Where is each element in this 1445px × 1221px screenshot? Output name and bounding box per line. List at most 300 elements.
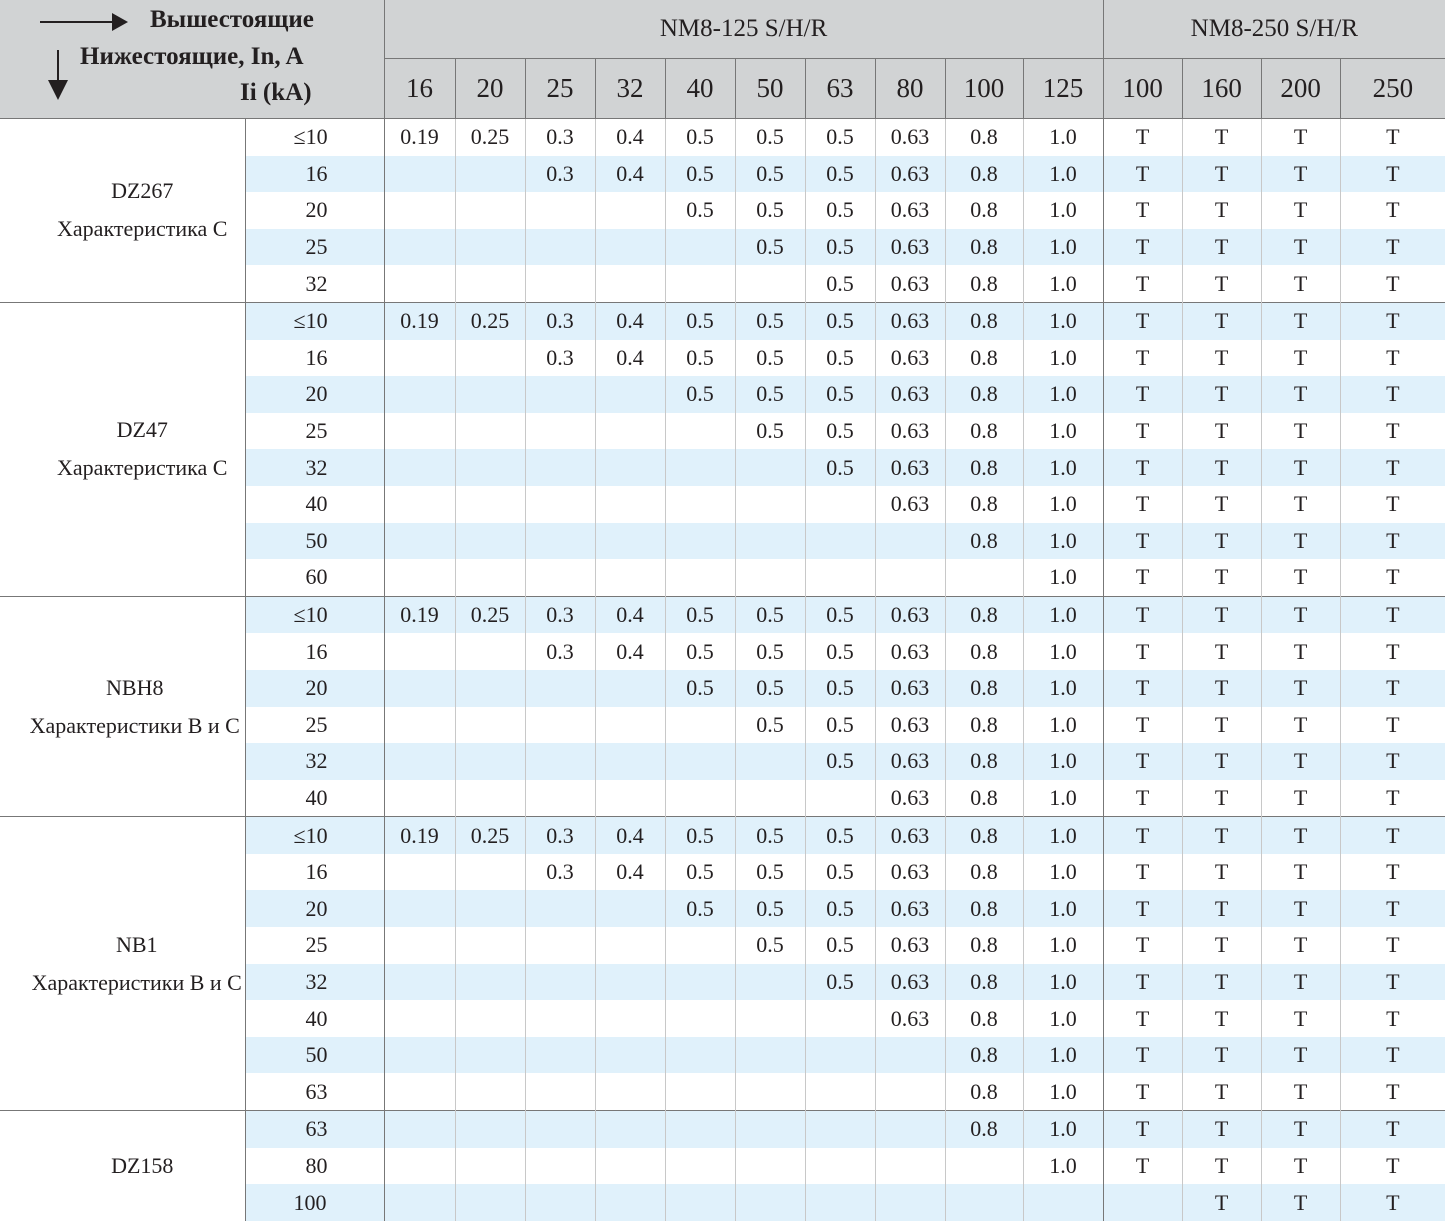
selectivity-value — [455, 486, 525, 523]
selectivity-value: 0.19 — [384, 596, 455, 633]
selectivity-value: 0.8 — [945, 156, 1023, 193]
selectivity-value: T — [1340, 192, 1445, 229]
selectivity-value — [384, 890, 455, 927]
selectivity-value — [665, 265, 735, 302]
selectivity-value: T — [1182, 1073, 1261, 1110]
selectivity-value: T — [1103, 229, 1182, 266]
downstream-current: ≤10 — [245, 119, 384, 156]
selectivity-value — [595, 265, 665, 302]
selectivity-value: T — [1261, 670, 1340, 707]
selectivity-value — [384, 1184, 455, 1221]
selectivity-value — [805, 559, 875, 596]
breaker-characteristic: Характеристики В и С — [29, 712, 240, 738]
selectivity-value — [455, 376, 525, 413]
selectivity-value — [384, 1148, 455, 1185]
selectivity-value: T — [1261, 192, 1340, 229]
selectivity-value — [384, 1037, 455, 1074]
selectivity-value: T — [1182, 707, 1261, 744]
selectivity-value: T — [1182, 1037, 1261, 1074]
selectivity-value: T — [1182, 633, 1261, 670]
selectivity-value: 0.5 — [805, 119, 875, 156]
selectivity-value: T — [1182, 265, 1261, 302]
selectivity-value: 0.5 — [805, 890, 875, 927]
selectivity-value: T — [1103, 854, 1182, 891]
selectivity-value: 0.3 — [525, 633, 595, 670]
rating-header: 50 — [735, 59, 805, 119]
selectivity-value — [595, 523, 665, 560]
selectivity-value: 0.63 — [875, 743, 945, 780]
table-row — [0, 596, 1445, 633]
downstream-current: 32 — [245, 964, 384, 1001]
selectivity-value: T — [1182, 1000, 1261, 1037]
selectivity-value — [525, 670, 595, 707]
selectivity-value: T — [1340, 302, 1445, 339]
selectivity-value — [384, 707, 455, 744]
rating-header: 16 — [384, 59, 455, 119]
downstream-current: 40 — [245, 486, 384, 523]
selectivity-value: 0.8 — [945, 486, 1023, 523]
selectivity-value — [665, 486, 735, 523]
downstream-current: 100 — [245, 1184, 384, 1221]
selectivity-value — [805, 1073, 875, 1110]
selectivity-value: T — [1182, 596, 1261, 633]
selectivity-value: 0.8 — [945, 707, 1023, 744]
selectivity-value — [595, 1184, 665, 1221]
selectivity-value — [1023, 1184, 1103, 1221]
selectivity-value — [525, 1111, 595, 1148]
ii-label: Ii (kA) — [240, 79, 312, 106]
selectivity-value — [665, 780, 735, 817]
selectivity-value: T — [1103, 192, 1182, 229]
selectivity-value — [595, 1111, 665, 1148]
selectivity-value: T — [1261, 596, 1340, 633]
selectivity-value — [875, 1148, 945, 1185]
selectivity-value — [595, 927, 665, 964]
selectivity-value: 0.5 — [665, 890, 735, 927]
selectivity-value: T — [1340, 633, 1445, 670]
downstream-current: 25 — [245, 229, 384, 266]
selectivity-value: 1.0 — [1023, 707, 1103, 744]
selectivity-value — [384, 523, 455, 560]
rating-header: 250 — [1340, 59, 1445, 119]
selectivity-value: T — [1182, 1148, 1261, 1185]
selectivity-value: T — [1182, 890, 1261, 927]
selectivity-value — [735, 449, 805, 486]
selectivity-value — [525, 413, 595, 450]
selectivity-value: 0.63 — [875, 156, 945, 193]
selectivity-value: 0.63 — [875, 817, 945, 854]
selectivity-value: T — [1340, 413, 1445, 450]
downstream-current: 50 — [245, 1037, 384, 1074]
selectivity-value: 0.63 — [875, 854, 945, 891]
selectivity-value — [384, 192, 455, 229]
selectivity-value: 0.5 — [805, 376, 875, 413]
selectivity-value: T — [1340, 1000, 1445, 1037]
selectivity-value — [595, 964, 665, 1001]
breaker-model: DZ47 — [116, 417, 168, 443]
selectivity-value: 0.5 — [805, 156, 875, 193]
selectivity-value: T — [1340, 265, 1445, 302]
selectivity-value: 0.5 — [805, 854, 875, 891]
selectivity-value: 1.0 — [1023, 559, 1103, 596]
selectivity-value: 0.8 — [945, 854, 1023, 891]
selectivity-value: 0.5 — [735, 890, 805, 927]
downstream-current: 20 — [245, 670, 384, 707]
selectivity-value: 0.5 — [805, 302, 875, 339]
downstream-current: 60 — [245, 559, 384, 596]
selectivity-value: 1.0 — [1023, 119, 1103, 156]
selectivity-value — [875, 1073, 945, 1110]
selectivity-value: T — [1261, 1184, 1340, 1221]
selectivity-value: T — [1182, 559, 1261, 596]
selectivity-value: T — [1103, 780, 1182, 817]
selectivity-value — [665, 1111, 735, 1148]
selectivity-value: T — [1340, 743, 1445, 780]
breaker-name-cell — [0, 119, 245, 303]
selectivity-value: 0.8 — [945, 449, 1023, 486]
selectivity-value — [455, 633, 525, 670]
selectivity-value: 0.8 — [945, 596, 1023, 633]
selectivity-value — [384, 156, 455, 193]
selectivity-value: 0.25 — [455, 817, 525, 854]
selectivity-value — [945, 1148, 1023, 1185]
selectivity-value — [525, 1037, 595, 1074]
selectivity-value: 1.0 — [1023, 1037, 1103, 1074]
selectivity-value: 0.8 — [945, 302, 1023, 339]
selectivity-value: T — [1340, 890, 1445, 927]
selectivity-value — [384, 340, 455, 377]
selectivity-value: 0.5 — [665, 817, 735, 854]
downstream-label: Нижестоящие, In, A — [80, 43, 304, 70]
selectivity-value: 1.0 — [1023, 413, 1103, 450]
selectivity-value: 0.63 — [875, 229, 945, 266]
downstream-current: 20 — [245, 376, 384, 413]
selectivity-value: 0.5 — [805, 964, 875, 1001]
group-header-nm8-250: NM8-250 S/H/R — [1103, 0, 1445, 59]
downstream-current: 63 — [245, 1111, 384, 1148]
selectivity-value: 0.63 — [875, 119, 945, 156]
selectivity-value: 0.19 — [384, 817, 455, 854]
selectivity-value: T — [1103, 1111, 1182, 1148]
selectivity-value: T — [1261, 486, 1340, 523]
selectivity-value — [384, 559, 455, 596]
selectivity-value: 0.8 — [945, 523, 1023, 560]
selectivity-value: T — [1103, 633, 1182, 670]
downstream-current: 20 — [245, 192, 384, 229]
selectivity-value: 1.0 — [1023, 1111, 1103, 1148]
selectivity-value: T — [1340, 523, 1445, 560]
selectivity-value: T — [1340, 1111, 1445, 1148]
selectivity-value: T — [1182, 817, 1261, 854]
selectivity-value — [455, 340, 525, 377]
selectivity-value: 0.8 — [945, 780, 1023, 817]
selectivity-value — [384, 1000, 455, 1037]
selectivity-value — [525, 376, 595, 413]
selectivity-value: 0.5 — [805, 265, 875, 302]
selectivity-value — [384, 1111, 455, 1148]
selectivity-value — [455, 743, 525, 780]
selectivity-value: T — [1182, 486, 1261, 523]
selectivity-value: 0.5 — [805, 192, 875, 229]
selectivity-value: 1.0 — [1023, 927, 1103, 964]
selectivity-value — [805, 1037, 875, 1074]
selectivity-value: 0.8 — [945, 413, 1023, 450]
selectivity-value: T — [1261, 1037, 1340, 1074]
selectivity-value: T — [1182, 964, 1261, 1001]
selectivity-value: T — [1340, 1037, 1445, 1074]
selectivity-value — [875, 559, 945, 596]
selectivity-value: 0.5 — [805, 927, 875, 964]
selectivity-value: T — [1261, 119, 1340, 156]
selectivity-value — [525, 192, 595, 229]
selectivity-value: 0.5 — [805, 596, 875, 633]
selectivity-value — [735, 559, 805, 596]
selectivity-value — [665, 523, 735, 560]
table-row — [0, 1111, 1445, 1148]
selectivity-value — [665, 707, 735, 744]
selectivity-value: 0.8 — [945, 376, 1023, 413]
selectivity-value — [384, 633, 455, 670]
selectivity-value: 0.5 — [735, 854, 805, 891]
selectivity-value: T — [1182, 192, 1261, 229]
selectivity-value: 0.5 — [805, 743, 875, 780]
selectivity-value: 0.5 — [805, 340, 875, 377]
selectivity-value: 0.5 — [665, 302, 735, 339]
selectivity-value: 0.5 — [665, 596, 735, 633]
selectivity-value: T — [1340, 707, 1445, 744]
selectivity-value — [525, 265, 595, 302]
selectivity-value — [735, 523, 805, 560]
downstream-current: 16 — [245, 854, 384, 891]
selectivity-value: 0.8 — [945, 964, 1023, 1001]
selectivity-value — [525, 486, 595, 523]
selectivity-value: T — [1340, 229, 1445, 266]
selectivity-value — [384, 964, 455, 1001]
selectivity-value: 1.0 — [1023, 192, 1103, 229]
selectivity-value — [595, 449, 665, 486]
selectivity-value: 0.63 — [875, 633, 945, 670]
selectivity-value: 0.3 — [525, 340, 595, 377]
selectivity-value — [595, 413, 665, 450]
selectivity-value — [665, 1073, 735, 1110]
selectivity-value: 1.0 — [1023, 743, 1103, 780]
selectivity-value — [665, 927, 735, 964]
selectivity-value — [805, 486, 875, 523]
selectivity-value — [525, 523, 595, 560]
selectivity-value — [735, 1000, 805, 1037]
selectivity-value: 1.0 — [1023, 449, 1103, 486]
selectivity-value — [525, 229, 595, 266]
selectivity-value: T — [1103, 413, 1182, 450]
selectivity-value: 0.63 — [875, 302, 945, 339]
selectivity-value: 1.0 — [1023, 670, 1103, 707]
rating-header: 32 — [595, 59, 665, 119]
selectivity-value: 0.4 — [595, 854, 665, 891]
selectivity-value: 1.0 — [1023, 1073, 1103, 1110]
breaker-name-cell — [0, 1111, 245, 1221]
selectivity-value: 0.5 — [735, 670, 805, 707]
selectivity-value: 0.63 — [875, 265, 945, 302]
selectivity-value — [665, 1148, 735, 1185]
selectivity-value: 0.4 — [595, 633, 665, 670]
selectivity-value: 1.0 — [1023, 229, 1103, 266]
selectivity-value: 0.19 — [384, 119, 455, 156]
downstream-current: 50 — [245, 523, 384, 560]
selectivity-value: T — [1340, 1073, 1445, 1110]
rating-header: 160 — [1182, 59, 1261, 119]
selectivity-value: T — [1261, 817, 1340, 854]
selectivity-value — [805, 523, 875, 560]
selectivity-value: T — [1182, 376, 1261, 413]
selectivity-value: 0.63 — [875, 964, 945, 1001]
selectivity-value: T — [1182, 340, 1261, 377]
selectivity-value — [735, 1073, 805, 1110]
selectivity-value — [455, 559, 525, 596]
selectivity-value — [455, 1148, 525, 1185]
selectivity-value — [455, 229, 525, 266]
selectivity-value: 0.63 — [875, 340, 945, 377]
selectivity-value: T — [1182, 780, 1261, 817]
selectivity-value — [665, 743, 735, 780]
selectivity-value: 0.8 — [945, 927, 1023, 964]
selectivity-value: T — [1261, 707, 1340, 744]
selectivity-value: 0.8 — [945, 890, 1023, 927]
selectivity-value: T — [1261, 302, 1340, 339]
selectivity-value — [525, 743, 595, 780]
selectivity-value — [455, 1037, 525, 1074]
selectivity-value: 1.0 — [1023, 890, 1103, 927]
selectivity-value: T — [1340, 156, 1445, 193]
selectivity-value — [735, 743, 805, 780]
downstream-current: 32 — [245, 449, 384, 486]
selectivity-value: T — [1340, 596, 1445, 633]
selectivity-value — [384, 854, 455, 891]
downstream-current: 16 — [245, 156, 384, 193]
downstream-current: 32 — [245, 265, 384, 302]
selectivity-value — [525, 559, 595, 596]
selectivity-value — [595, 1073, 665, 1110]
breaker-name-cell — [0, 596, 245, 817]
selectivity-value — [455, 780, 525, 817]
selectivity-value: 1.0 — [1023, 302, 1103, 339]
selectivity-value — [455, 1073, 525, 1110]
selectivity-value: T — [1182, 1111, 1261, 1148]
breaker-characteristic: Характеристика С — [57, 455, 228, 481]
downstream-current: 16 — [245, 340, 384, 377]
selectivity-value — [595, 743, 665, 780]
selectivity-value — [384, 265, 455, 302]
selectivity-value: T — [1261, 964, 1340, 1001]
selectivity-value: T — [1103, 817, 1182, 854]
selectivity-value — [735, 1184, 805, 1221]
breaker-characteristic: Характеристика С — [57, 216, 228, 242]
selectivity-value: 0.5 — [805, 413, 875, 450]
selectivity-value: 1.0 — [1023, 817, 1103, 854]
selectivity-value — [525, 449, 595, 486]
selectivity-value: T — [1261, 890, 1340, 927]
downstream-current: ≤10 — [245, 596, 384, 633]
selectivity-value — [595, 890, 665, 927]
downstream-current: 25 — [245, 413, 384, 450]
downstream-current: 40 — [245, 780, 384, 817]
selectivity-value: 0.5 — [805, 707, 875, 744]
selectivity-value: 0.5 — [665, 192, 735, 229]
table-row — [0, 817, 1445, 854]
selectivity-value: T — [1261, 1073, 1340, 1110]
rating-header: 200 — [1261, 59, 1340, 119]
selectivity-value — [525, 1148, 595, 1185]
selectivity-value: T — [1182, 229, 1261, 266]
downstream-current: ≤10 — [245, 302, 384, 339]
rating-header: 40 — [665, 59, 735, 119]
breaker-model: DZ158 — [111, 1152, 174, 1178]
selectivity-value — [805, 1111, 875, 1148]
selectivity-value: T — [1261, 156, 1340, 193]
selectivity-value: 0.5 — [665, 854, 735, 891]
selectivity-value: 0.4 — [595, 596, 665, 633]
selectivity-value: 0.8 — [945, 119, 1023, 156]
selectivity-value: T — [1103, 302, 1182, 339]
selectivity-value: 0.5 — [665, 340, 735, 377]
selectivity-value — [384, 927, 455, 964]
selectivity-value: T — [1103, 559, 1182, 596]
selectivity-value: 0.4 — [595, 156, 665, 193]
arrow-down-icon — [57, 50, 59, 80]
selectivity-value: T — [1261, 376, 1340, 413]
selectivity-value — [665, 449, 735, 486]
selectivity-value: T — [1340, 449, 1445, 486]
downstream-current: 25 — [245, 927, 384, 964]
selectivity-value: T — [1103, 707, 1182, 744]
selectivity-value — [455, 1111, 525, 1148]
selectivity-value: T — [1261, 229, 1340, 266]
selectivity-value: T — [1103, 1037, 1182, 1074]
selectivity-value: T — [1182, 523, 1261, 560]
selectivity-value: 1.0 — [1023, 596, 1103, 633]
selectivity-value: T — [1261, 559, 1340, 596]
selectivity-value — [595, 376, 665, 413]
breaker-model: NBH8 — [106, 674, 164, 700]
selectivity-value: 0.5 — [735, 192, 805, 229]
breaker-characteristic: Характеристики В и С — [31, 969, 242, 995]
selectivity-value: T — [1182, 449, 1261, 486]
selectivity-value: T — [1103, 265, 1182, 302]
selectivity-value: T — [1261, 633, 1340, 670]
breaker-name-cell — [0, 302, 245, 596]
selectivity-value: 0.5 — [735, 707, 805, 744]
downstream-current: ≤10 — [245, 817, 384, 854]
selectivity-value: T — [1182, 670, 1261, 707]
selectivity-value — [384, 670, 455, 707]
selectivity-value: T — [1340, 376, 1445, 413]
selectivity-value: 1.0 — [1023, 633, 1103, 670]
selectivity-value: 0.5 — [805, 670, 875, 707]
selectivity-value — [665, 1184, 735, 1221]
selectivity-value: T — [1340, 670, 1445, 707]
selectivity-value: 0.5 — [735, 119, 805, 156]
selectivity-value — [595, 1037, 665, 1074]
selectivity-value: T — [1103, 376, 1182, 413]
selectivity-value: 0.8 — [945, 340, 1023, 377]
selectivity-value: 0.5 — [665, 376, 735, 413]
selectivity-value: T — [1182, 119, 1261, 156]
selectivity-value: 0.3 — [525, 817, 595, 854]
selectivity-value: 0.63 — [875, 192, 945, 229]
selectivity-value — [875, 1111, 945, 1148]
selectivity-value: 1.0 — [1023, 780, 1103, 817]
selectivity-value — [455, 1000, 525, 1037]
selectivity-value — [384, 743, 455, 780]
